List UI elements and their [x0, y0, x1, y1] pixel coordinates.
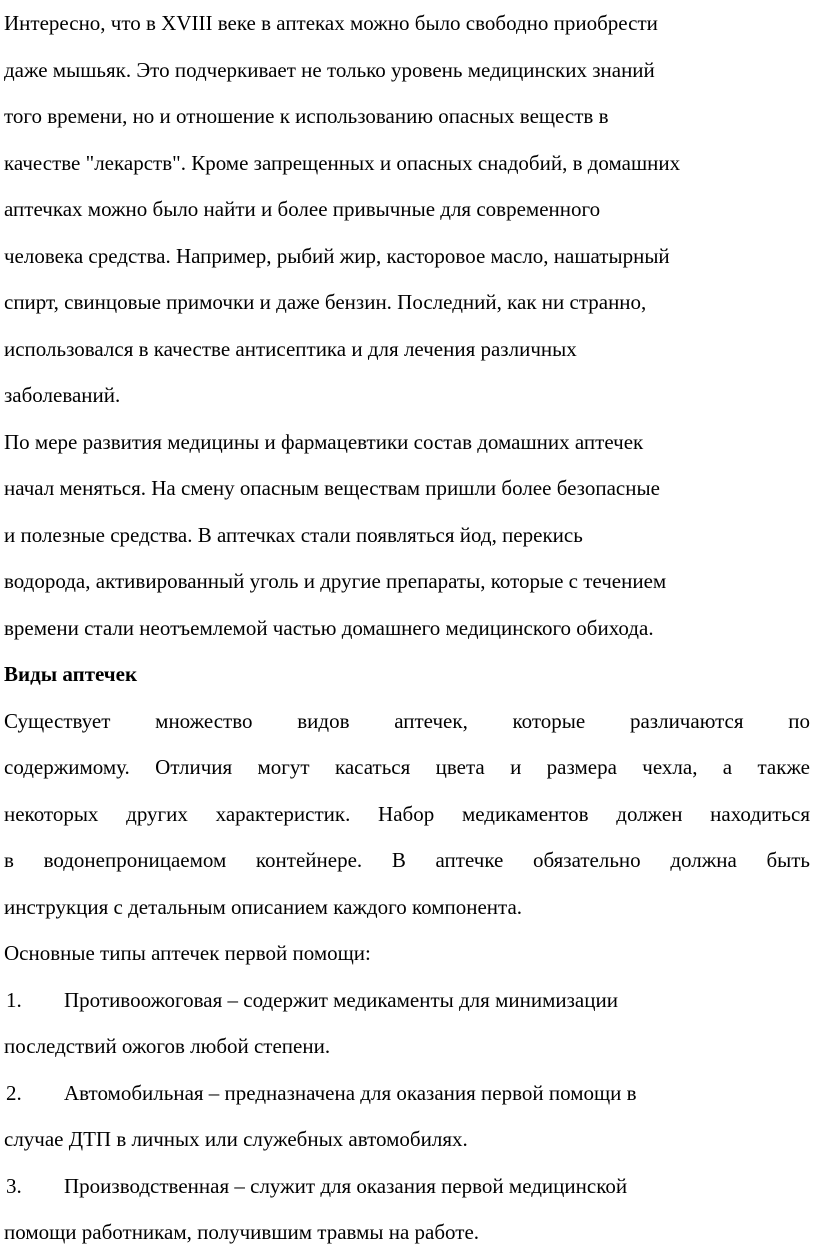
text-line: заболеваний. — [4, 383, 121, 407]
list-item-continuation: последствий ожогов любой степени. — [4, 1034, 331, 1058]
list-item-continuation: случае ДТП в личных или служебных автомобилях. — [4, 1127, 468, 1151]
text-line: того времени, но и отношение к использованию опасных веществ в — [4, 104, 609, 128]
text-line: Интересно, что в XVIII веке в аптеках можно было свободно приобрести — [4, 11, 658, 35]
text-line: По мере развития медицины и фармацевтики состав домашних аптечек — [4, 429, 644, 454]
list-number: 2. — [6, 1080, 22, 1105]
list-item — [4, 1070, 810, 1163]
text-line: водорода, активированный уголь и другие препараты, которые с течением — [4, 569, 667, 593]
list-item-continuation: помощи работникам, получившим травмы на работе. — [4, 1220, 480, 1244]
text-line: качестве "лекарств". Кроме запрещенных и опасных снадобий, в домашних — [4, 150, 681, 175]
list-item-text: Автомобильная – предназначена для оказания первой помощи в — [64, 1080, 637, 1105]
list-item-text: Противоожоговая – содержит медикаменты для минимизации — [64, 987, 618, 1012]
text-line: спирт, свинцовые примочки и даже бензин. Последний, как ни странно, — [4, 290, 647, 314]
text-line: аптечках можно было найти и более привычные для современного — [4, 197, 601, 221]
text-line: начал меняться. На смену опасным веществам пришли более безопасные — [4, 476, 660, 500]
list-number: 3. — [6, 1173, 22, 1198]
text-line: человека средства. Например, рыбий жир, касторовое масло, нашатырный — [4, 243, 670, 268]
list-item-text: Производственная – служит для оказания первой медицинской — [64, 1173, 628, 1198]
list-intro: Основные типы аптечек первой помощи: — [4, 941, 371, 965]
text-line: даже мышьяк. Это подчеркивает не только уровень медицинских знаний — [4, 57, 655, 82]
list-item — [4, 977, 810, 1070]
text-line: и полезные средства. В аптечках стали появляться йод, перекись — [4, 522, 583, 547]
text-line: в водонепроницаемом контейнере. В аптечке обязательно должна быть — [4, 848, 810, 872]
paragraph-types — [4, 698, 810, 931]
document-page — [4, 0, 810, 1256]
paragraph-development — [4, 419, 810, 652]
list-item — [4, 1163, 810, 1256]
text-line: содержимому. Отличия могут касаться цвета и размера чехла, а также — [4, 755, 810, 779]
section-heading: Виды аптечек — [4, 662, 138, 686]
text-line: инструкция с детальным описанием каждого компонента. — [4, 894, 523, 919]
text-line: использовался в качестве антисептика и для лечения различных — [4, 336, 577, 361]
first-aid-kit-list — [4, 977, 810, 1256]
list-number: 1. — [6, 987, 22, 1012]
text-line: Существует множество видов аптечек, которые различаются по — [4, 708, 810, 733]
paragraph-history — [4, 0, 810, 419]
text-line: времени стали неотъемлемой частью домашнего медицинского обихода. — [4, 615, 654, 640]
text-line: некоторых других характеристик. Набор медикаментов должен находиться — [4, 801, 810, 826]
